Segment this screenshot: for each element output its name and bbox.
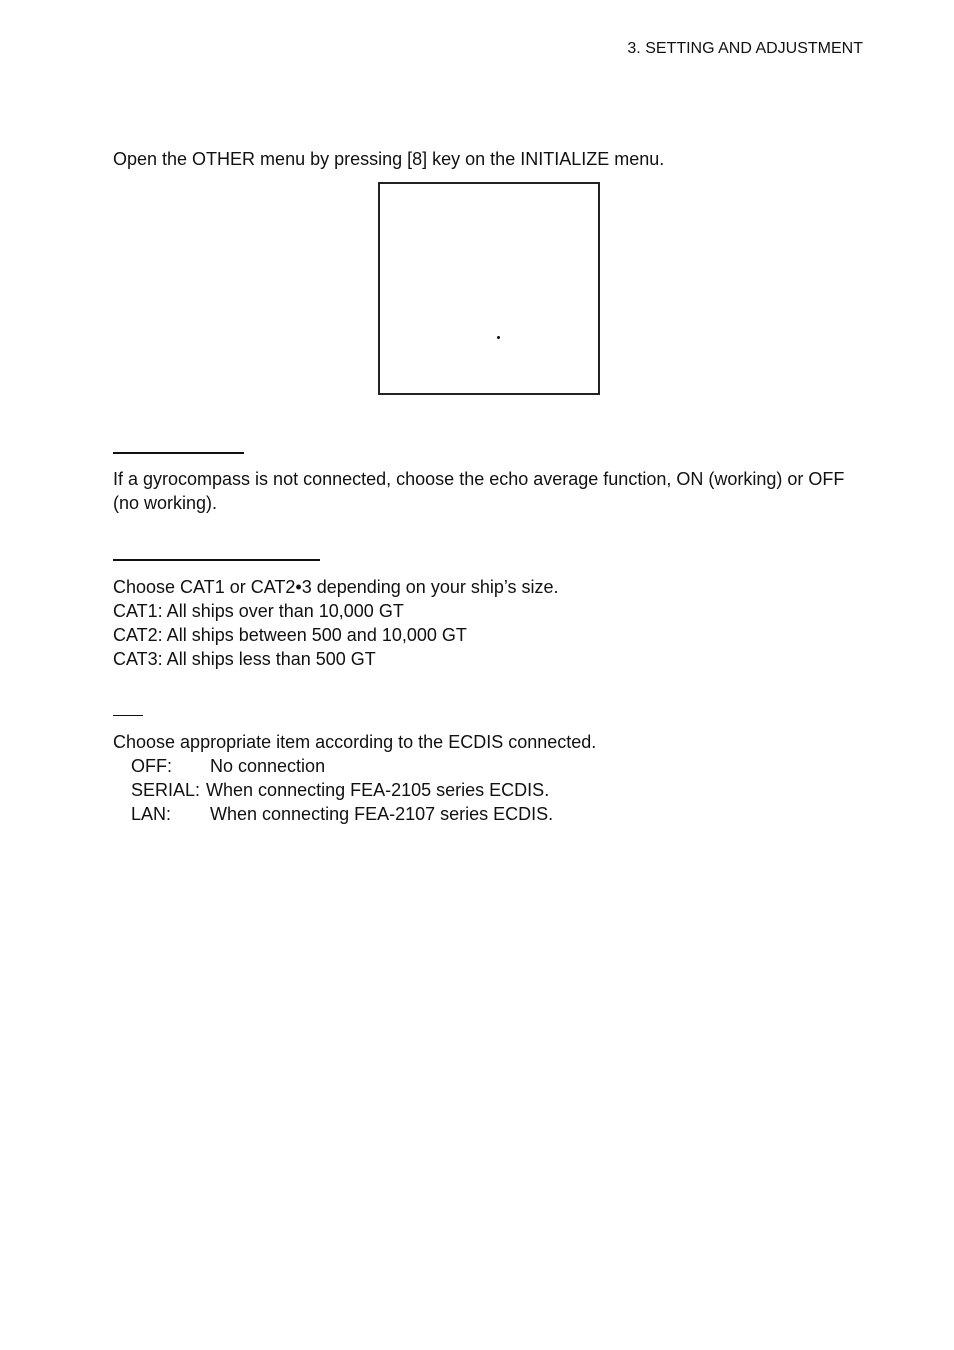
other-menu-figure (378, 182, 600, 395)
running-header: 3. SETTING AND ADJUSTMENT (627, 40, 863, 57)
ecdis-option-serial (131, 778, 549, 802)
ecdis-option-desc: When connecting FEA-2107 series ECDIS. (210, 804, 554, 824)
ecdis-option-key: LAN: (131, 804, 172, 824)
echo-average-text-line2: (no working). (113, 493, 218, 513)
category-intro: Choose CAT1 or CAT2•3 depending on your ship’s size. (113, 577, 559, 597)
ecdis-intro: Choose appropriate item according to the ECDIS connected. (113, 732, 597, 752)
heading-rule-category (113, 559, 320, 561)
ecdis-option-key: OFF: (131, 756, 172, 776)
ecdis-option-key: SERIAL: (131, 780, 201, 800)
ecdis-option-desc: When connecting FEA-2105 series ECDIS. (206, 780, 550, 800)
heading-rule-echo-average (113, 452, 244, 454)
echo-average-text-line1: If a gyrocompass is not connected, choose the echo average function, ON (working) or OFF (113, 469, 845, 489)
ecdis-option-off (131, 754, 325, 778)
menu-cursor-dot (497, 336, 500, 339)
category-item-cat2: CAT2: All ships between 500 and 10,000 GT (113, 625, 467, 645)
category-item-cat1: CAT1: All ships over than 10,000 GT (113, 601, 404, 621)
ecdis-option-desc: No connection (210, 756, 326, 776)
category-item-cat3: CAT3: All ships less than 500 GT (113, 649, 376, 669)
intro-text: Open the OTHER menu by pressing [8] key on the INITIALIZE menu. (113, 149, 665, 169)
heading-rule-ecdis (113, 715, 143, 716)
ecdis-option-lan (131, 802, 553, 826)
